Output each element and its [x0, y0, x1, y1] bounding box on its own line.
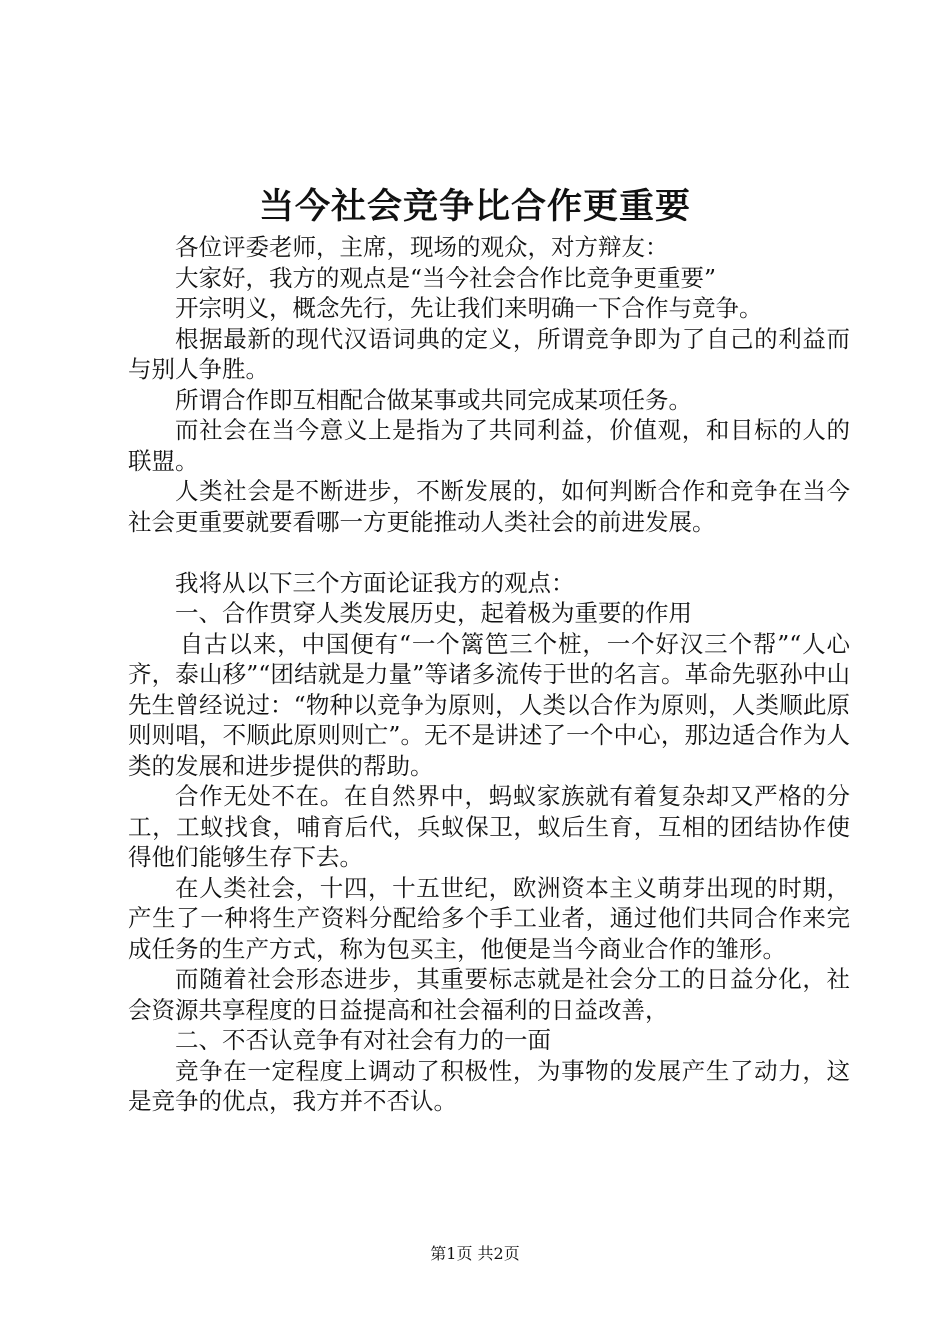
- paragraph-society-definition: 而社会在当今意义上是指为了共同利益，价值观，和目标的人的联盟。: [128, 416, 850, 475]
- paragraph-nature: 合作无处不在。在自然界中，蚂蚁家族就有着复杂却又严格的分工，工蚁找食，哺育后代，兵蚁保卫，蚁后生育，互相的团结协作使得他们能够生存下去。: [128, 782, 850, 871]
- paragraph-opening: 大家好，我方的观点是“当今社会合作比竞争更重要”: [175, 263, 717, 292]
- paragraph-competition-merit: 竞争在一定程度上调动了积极性，为事物的发展产生了动力，这是竞争的优点，我方并不否认。: [128, 1056, 850, 1115]
- paragraph-gap: [128, 537, 850, 568]
- section-heading-2: 二、不否认竞争有对社会有力的一面: [175, 1026, 551, 1054]
- paragraph-outline: 我将从以下三个方面论证我方的观点：: [175, 568, 575, 597]
- paragraph-judgement: 人类社会是不断进步，不断发展的，如何判断合作和竞争在当今社会更重要就要看哪一方更能推动人类社会的前进发展。: [128, 477, 850, 536]
- document-title: 当今社会竞争比合作更重要: [258, 186, 691, 227]
- page-footer: 第1页 共2页: [430, 1244, 520, 1263]
- paragraph-history: 自古以来，中国便有“一个篱笆三个桩，一个好汉三个帮”“人心齐，泰山移”“团结就是力量”等诸多流传于世的名言。革命先驱孙中山先生曾经说过：“物种以竞争为原则，人类以合作为原则，人类顺此原则则唱，不顺此原则则亡”。无不是讲述了一个中心，那边适合作为人类的发展和进步提供的帮助。: [128, 629, 850, 780]
- paragraph-cooperation-definition: 所谓合作即互相配合做某事或共同完成某项任务。: [175, 385, 692, 414]
- paragraph-social-progress: 而随着社会形态进步，其重要标志就是社会分工的日益分化，社会资源共享程度的日益提高和社会福利的日益改善，: [128, 965, 850, 1024]
- paragraph-human-society: 在人类社会，十四，十五世纪，欧洲资本主义萌芽出现的时期，产生了一种将生产资料分配给多个手工业者，通过他们共同合作来完成任务的生产方式，称为包买主，他便是当今商业合作的雏形。: [128, 873, 850, 963]
- section-heading-1: 一、合作贯穿人类发展历史，起着极为重要的作用: [175, 599, 692, 627]
- paragraph-greeting: 各位评委老师，主席，现场的观众，对方辩友：: [175, 233, 669, 261]
- document-body: [128, 232, 850, 1117]
- paragraph-competition-definition: 根据最新的现代汉语词典的定义，所谓竞争即为了自己的利益而与别人争胜。: [128, 324, 850, 383]
- paragraph-intro: 开宗明义，概念先行，先让我们来明确一下合作与竞争。: [175, 294, 763, 322]
